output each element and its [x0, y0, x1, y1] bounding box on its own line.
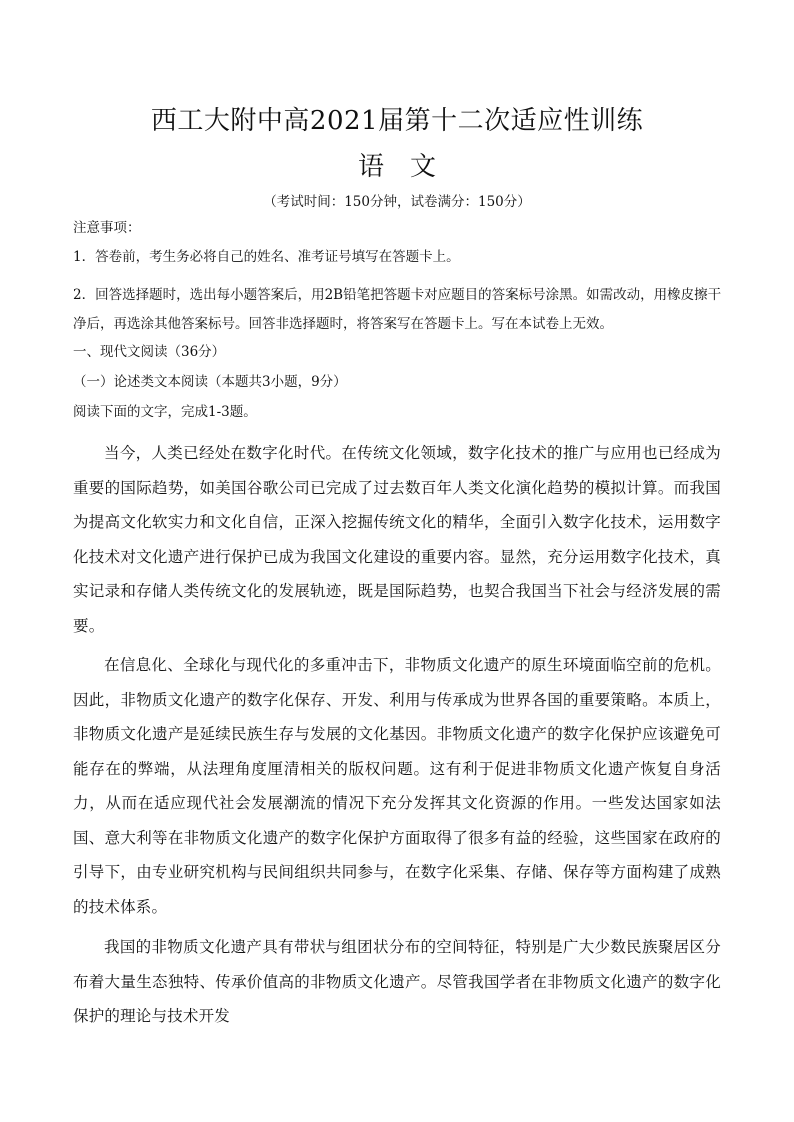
- passage-paragraph: 在信息化、全球化与现代化的多重冲击下，非物质文化遗产的原生环境面临空前的危机。因此，非物质文化遗产的数字化保存、开发、利用与传承成为世界各国的重要策略。本质上，非物质文化遗产是延续民族生存与发展的文化基因。非物质文化遗产的数字化保护应该避免可能存在的弊端，从法理角度厘清相关的版权问题。这有利于促进非物质文化遗产恢复自身活力，从而在适应现代社会发展潮流的情况下充分发挥其文化资源的作用。一些发达国家如法国、意大利等在非物质文化遗产的数字化保护方面取得了很多有益的经验，这些国家在政府的引导下，由专业研究机构与民间组织共同参与，在数字化采集、存储、保存等方面构建了成熟的技术体系。: [73, 656, 721, 916]
- section-heading: 一、现代文阅读（36分）: [73, 344, 226, 360]
- passage-paragraph: 当今，人类已经处在数字化时代。在传统文化领域，数字化技术的推广与应用也已经成为重要的国际趋势，如美国谷歌公司已完成了过去数百年人类文化演化趋势的模拟计算。而我国为提高文化软实力和文化自信，正深入挖掘传统文化的精华，全面引入数字化技术，运用数字化技术对文化遗产进行保护已成为我国文化建设的重要内容。显然，充分运用数字化技术，真实记录和存储人类传统文化的发展轨迹，既是国际趋势，也契合我国当下社会与经济发展的需要。: [73, 444, 721, 635]
- exam-title: 西工大附中高2021届第十二次适应性训练: [150, 106, 644, 136]
- subsection-heading: （一）论述类文本阅读（本题共3小题，9分）: [73, 374, 347, 390]
- notice-heading: 注意事项：: [73, 220, 141, 236]
- passage-paragraph: 我国的非物质文化遗产具有带状与组团状分布的空间特征，特别是广大少数民族聚居区分布着大量生态独特、传承价值高的非物质文化遗产。尽管我国学者在非物质文化遗产的数字化保护的理论与技术开发: [73, 938, 721, 1025]
- subject-title: 语文: [357, 152, 462, 182]
- reading-instruction: 阅读下面的文字，完成1-3题。: [73, 404, 257, 420]
- notice-item: 1．答卷前，考生务必将自己的姓名、准考证号填写在答题卡上。: [73, 249, 460, 265]
- notice-item: 2．回答选择题时，选出每小题答案后，用2B铅笔把答题卡对应题目的答案标号涂黑。如需改动，用橡皮擦干净后，再选涂其他答案标号。回答非选择题时，将答案写在答题卡上。写在本试卷上无效。: [73, 287, 722, 332]
- exam-info: （考试时间：150分钟，试卷满分：150分）: [263, 194, 531, 210]
